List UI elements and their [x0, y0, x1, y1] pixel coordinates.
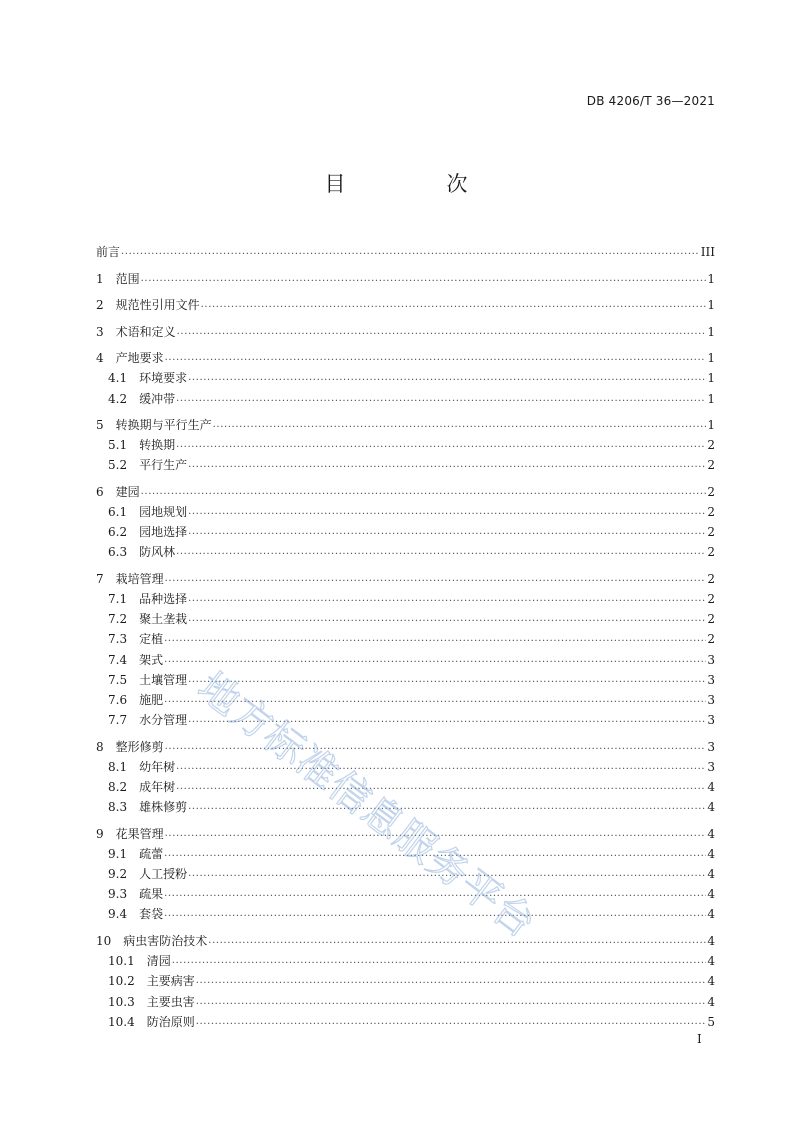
- toc-entry-page: 1: [707, 417, 715, 432]
- toc-entry-page: 4: [707, 780, 715, 795]
- toc-entry-page: 1: [707, 298, 715, 313]
- toc-entry-page: 4: [707, 907, 715, 922]
- document-code: DB 4206/T 36—2021: [586, 94, 715, 108]
- toc-entry-label: 规范性引用文件: [115, 298, 200, 313]
- toc-entry-label: 缓冲带: [139, 391, 176, 406]
- toc-entry-page: 2: [707, 571, 715, 586]
- toc-entry-label: 品种选择: [139, 592, 188, 607]
- toc-leader-dots: [164, 632, 706, 646]
- toc-entry-number: 9.4: [108, 907, 140, 922]
- toc-entry-page: 3: [707, 652, 715, 667]
- toc-entry-label: 产地要求: [115, 351, 164, 366]
- toc-entry-number: 10.3: [108, 994, 147, 1009]
- toc-entry-page: 3: [707, 693, 715, 708]
- toc-entry-number: 6: [96, 484, 116, 499]
- toc-entry-label: 术语和定义: [115, 324, 176, 339]
- toc-leader-dots: [213, 418, 707, 432]
- toc-leader-dots: [201, 298, 707, 312]
- toc-leader-dots: [208, 934, 706, 948]
- toc-entry-label: 花果管理: [115, 826, 164, 841]
- toc-entry-page: 3: [707, 672, 715, 687]
- toc-entry-number: 2: [96, 298, 116, 313]
- toc-entry-number: 7.3: [108, 632, 140, 647]
- toc-entry-label: 园地规划: [139, 505, 188, 520]
- toc-entry[interactable]: [96, 948, 715, 968]
- toc-entry-page: 2: [707, 438, 715, 453]
- toc-entry-label: 定植: [139, 632, 164, 647]
- toc-entry-page: 1: [707, 324, 715, 339]
- page-title: 目 次: [324, 172, 508, 196]
- toc-entry-page: 2: [707, 484, 715, 499]
- toc-leader-dots: [188, 713, 706, 727]
- toc-entry[interactable]: [96, 794, 715, 814]
- toc-entry-page: 2: [707, 505, 715, 520]
- toc-entry-number: 5: [96, 417, 116, 432]
- toc-entry-page: 4: [707, 994, 715, 1009]
- toc-leader-dots: [188, 592, 706, 606]
- toc-entry-number: 9.3: [108, 887, 140, 902]
- toc-entry[interactable]: [96, 412, 715, 432]
- toc-entry-label: 园地选择: [139, 525, 188, 540]
- toc-entry-page: 4: [707, 826, 715, 841]
- toc-entry-number: 5.2: [108, 458, 140, 473]
- toc-entry-label: 主要虫害: [146, 994, 195, 1009]
- toc-entry-number: 8.1: [108, 759, 140, 774]
- toc-leader-dots: [188, 673, 706, 687]
- toc-entry-number: 4.2: [108, 391, 140, 406]
- table-of-contents: [96, 239, 715, 1029]
- toc-entry-number: 10.2: [108, 974, 147, 989]
- toc-leader-dots: [176, 392, 706, 406]
- toc-entry-label: 疏果: [139, 887, 164, 902]
- toc-leader-dots: [188, 867, 706, 881]
- toc-entry[interactable]: [96, 345, 715, 365]
- toc-entry[interactable]: [96, 292, 715, 312]
- toc-entry-number: 4: [96, 351, 116, 366]
- toc-entry-page: 2: [707, 458, 715, 473]
- toc-leader-dots: [165, 827, 707, 841]
- toc-entry[interactable]: [96, 626, 715, 646]
- toc-entry-page: 5: [707, 1014, 715, 1029]
- toc-entry-label: 疏蕾: [139, 846, 164, 861]
- toc-entry-label: 幼年树: [139, 759, 176, 774]
- toc-entry-label: 土壤管理: [139, 672, 188, 687]
- toc-entry-page: III: [700, 245, 715, 260]
- toc-entry[interactable]: [96, 318, 715, 338]
- toc-entry[interactable]: [96, 519, 715, 539]
- toc-entry-number: 7.4: [108, 652, 140, 667]
- toc-entry-page: 3: [707, 713, 715, 728]
- toc-entry[interactable]: [96, 988, 715, 1008]
- toc-leader-dots: [164, 847, 706, 861]
- toc-entry[interactable]: [96, 667, 715, 687]
- watermark-stamp: 地方标准信息服务平台: [189, 663, 545, 948]
- toc-entry-number: 9: [96, 826, 116, 841]
- toc-leader-dots: [164, 653, 706, 667]
- toc-entry-label: 平行生产: [139, 458, 188, 473]
- toc-entry-page: 1: [707, 271, 715, 286]
- toc-entry-page: 1: [707, 371, 715, 386]
- toc-entry-page: 2: [707, 592, 715, 607]
- toc-entry[interactable]: [96, 566, 715, 586]
- toc-entry-label: 成年树: [139, 780, 176, 795]
- toc-leader-dots: [164, 693, 706, 707]
- toc-entry-label: 整形修剪: [115, 739, 164, 754]
- toc-leader-dots: [172, 954, 707, 968]
- toc-entry-page: 2: [707, 545, 715, 560]
- toc-entry[interactable]: [96, 586, 715, 606]
- toc-entry-label: 防治原则: [146, 1014, 195, 1029]
- toc-entry[interactable]: [96, 365, 715, 385]
- toc-entry-number: 10.4: [108, 1014, 147, 1029]
- toc-entry[interactable]: [96, 1009, 715, 1029]
- toc-entry-label: 施肥: [139, 693, 164, 708]
- toc-entry-label: 病虫害防治技术: [123, 933, 208, 948]
- toc-leader-dots: [188, 800, 706, 814]
- toc-entry-number: 6.1: [108, 505, 140, 520]
- toc-entry[interactable]: [96, 707, 715, 727]
- toc-entry-number: 7.7: [108, 713, 140, 728]
- toc-leader-dots: [188, 505, 706, 519]
- toc-leader-dots: [176, 760, 706, 774]
- page-number: I: [697, 1032, 702, 1046]
- toc-entry-number: 5.1: [108, 438, 140, 453]
- toc-entry[interactable]: [96, 479, 715, 499]
- toc-entry-number: 6.3: [108, 545, 140, 560]
- toc-entry-number: 10.1: [108, 954, 147, 969]
- toc-entry-page: 2: [707, 525, 715, 540]
- toc-leader-dots: [188, 371, 706, 385]
- toc-entry-label: 水分管理: [139, 713, 188, 728]
- toc-entry-page: 4: [707, 846, 715, 861]
- toc-leader-dots: [121, 245, 700, 259]
- toc-leader-dots: [196, 1015, 707, 1029]
- toc-entry-page: 3: [707, 739, 715, 754]
- toc-entry-label: 防风林: [139, 545, 176, 560]
- toc-entry-label: 转换期: [139, 438, 176, 453]
- toc-entry[interactable]: [96, 265, 715, 285]
- toc-leader-dots: [176, 780, 706, 794]
- toc-entry[interactable]: [96, 968, 715, 988]
- toc-leader-dots: [165, 572, 707, 586]
- toc-entry-number: 10: [96, 933, 124, 948]
- toc-entry[interactable]: [96, 432, 715, 452]
- toc-entry-page: 4: [707, 800, 715, 815]
- toc-entry-number: 9.2: [108, 867, 140, 882]
- toc-entry-label: 前言: [96, 245, 121, 260]
- toc-leader-dots: [165, 740, 707, 754]
- toc-entry-number: 7: [96, 571, 116, 586]
- toc-entry-label: 雄株修剪: [139, 800, 188, 815]
- toc-entry-label: 建园: [115, 484, 140, 499]
- toc-entry[interactable]: [96, 734, 715, 754]
- toc-entry-number: 7.2: [108, 612, 140, 627]
- toc-entry-page: 3: [707, 759, 715, 774]
- toc-entry-number: 4.1: [108, 371, 140, 386]
- toc-leader-dots: [164, 887, 706, 901]
- toc-entry-page: 1: [707, 391, 715, 406]
- toc-entry[interactable]: [96, 774, 715, 794]
- toc-entry-number: 7.1: [108, 592, 140, 607]
- toc-entry-label: 架式: [139, 652, 164, 667]
- toc-entry-page: 1: [707, 351, 715, 366]
- toc-leader-dots: [141, 485, 707, 499]
- toc-entry-number: 8.2: [108, 780, 140, 795]
- toc-leader-dots: [196, 995, 707, 1009]
- toc-entry-number: 8: [96, 739, 116, 754]
- toc-entry-page: 4: [707, 954, 715, 969]
- toc-leader-dots: [188, 458, 706, 472]
- toc-entry-page: 4: [707, 867, 715, 882]
- toc-leader-dots: [176, 438, 706, 452]
- toc-leader-dots: [188, 612, 706, 626]
- toc-entry-label: 转换期与平行生产: [115, 417, 212, 432]
- toc-entry-label: 清园: [146, 954, 171, 969]
- toc-entry[interactable]: [96, 239, 715, 259]
- toc-leader-dots: [176, 545, 706, 559]
- toc-entry-number: 7.6: [108, 693, 140, 708]
- toc-leader-dots: [177, 325, 707, 339]
- toc-entry[interactable]: [96, 539, 715, 559]
- toc-entry-number: 8.3: [108, 800, 140, 815]
- toc-entry-number: 7.5: [108, 672, 140, 687]
- toc-entry[interactable]: [96, 901, 715, 921]
- toc-entry[interactable]: [96, 861, 715, 881]
- toc-entry-number: 9.1: [108, 846, 140, 861]
- toc-leader-dots: [141, 272, 707, 286]
- toc-entry[interactable]: [96, 881, 715, 901]
- toc-entry[interactable]: [96, 928, 715, 948]
- toc-entry[interactable]: [96, 606, 715, 626]
- toc-entry[interactable]: [96, 499, 715, 519]
- toc-entry-label: 套袋: [139, 907, 164, 922]
- toc-entry-number: 3: [96, 324, 116, 339]
- toc-entry-page: 4: [707, 933, 715, 948]
- toc-entry[interactable]: [96, 385, 715, 405]
- toc-entry-page: 2: [707, 632, 715, 647]
- toc-entry-number: 6.2: [108, 525, 140, 540]
- toc-leader-dots: [165, 351, 707, 365]
- toc-leader-dots: [196, 974, 707, 988]
- toc-entry[interactable]: [96, 754, 715, 774]
- toc-leader-dots: [164, 907, 706, 921]
- toc-entry-page: 4: [707, 887, 715, 902]
- toc-leader-dots: [188, 525, 706, 539]
- toc-entry[interactable]: [96, 646, 715, 666]
- toc-entry-label: 栽培管理: [115, 571, 164, 586]
- toc-entry-label: 聚土垄栽: [139, 612, 188, 627]
- toc-entry-number: 1: [96, 271, 116, 286]
- toc-entry-page: 4: [707, 974, 715, 989]
- toc-entry[interactable]: [96, 821, 715, 841]
- toc-entry-label: 人工授粉: [139, 867, 188, 882]
- toc-entry-page: 2: [707, 612, 715, 627]
- toc-entry[interactable]: [96, 687, 715, 707]
- toc-entry-label: 范围: [115, 271, 140, 286]
- toc-entry[interactable]: [96, 841, 715, 861]
- toc-entry-label: 主要病害: [146, 974, 195, 989]
- toc-entry[interactable]: [96, 452, 715, 472]
- toc-entry-label: 环境要求: [139, 371, 188, 386]
